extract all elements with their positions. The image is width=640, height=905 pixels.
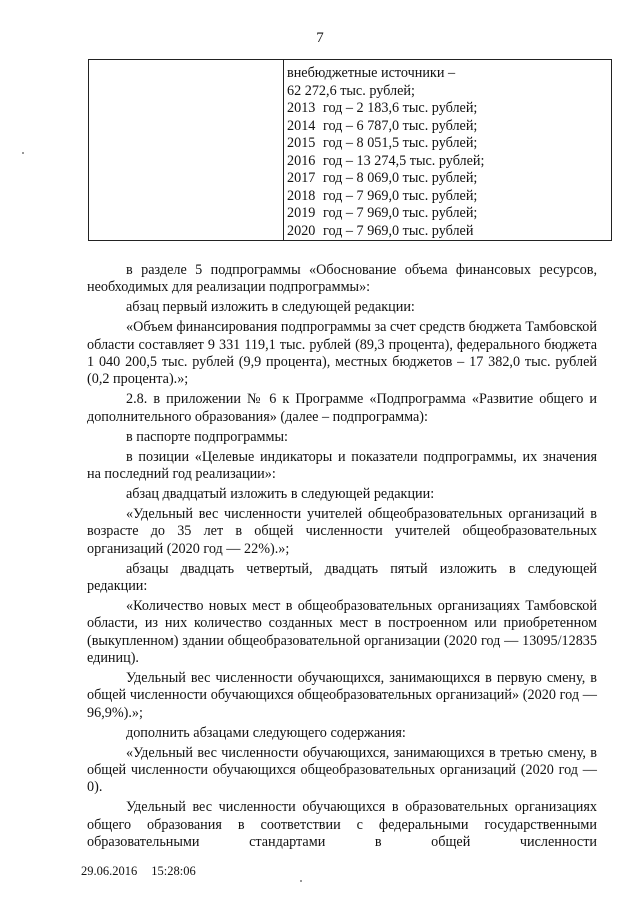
year-amount: год – 7 969,0 тыс. рублей (323, 222, 474, 239)
table-column-divider (283, 60, 284, 240)
table-year-row (287, 170, 605, 188)
page-number: 7 (316, 30, 324, 46)
year-amount: год – 6 787,0 тыс. рублей; (323, 117, 478, 134)
year-amount: год – 7 969,0 тыс. рублей; (323, 205, 478, 221)
paragraph: 2.8. в приложении № 6 к Программе «Подпрограмма «Развитие общего и дополнительного образования» (далее – подпрограмма): (87, 391, 597, 425)
print-timestamp (81, 864, 196, 879)
year: 2019 (287, 205, 316, 221)
table-year-row (287, 153, 605, 171)
year: 2015 (287, 135, 316, 151)
paragraph: в паспорте подпрограммы: (126, 428, 288, 445)
paragraph: в разделе 5 подпрограммы «Обоснование объема финансовых ресурсов, необходимых для реализации подпрограммы»: (87, 262, 597, 296)
year: 2016 (287, 152, 316, 169)
paragraph: в позиции «Целевые индикаторы и показатели подпрограммы, их значения на последний год реализации»: (87, 448, 597, 482)
scan-speck (22, 152, 24, 154)
paragraph: «Удельный вес численности учителей общеобразовательных организаций в возрасте до 35 лет в общей численности учителей общеобразовательных организаций (2020 год — 22%).»; (87, 505, 597, 557)
print-time: 15:28:06 (151, 864, 196, 878)
table-intro-line: 62 272,6 тыс. рублей; (287, 82, 415, 99)
table-year-row (287, 188, 605, 206)
paragraph: дополнить абзацами следующего содержания: (126, 724, 406, 741)
year-amount: год – 2 183,6 тыс. рублей; (323, 100, 478, 116)
table-funding-cell (287, 65, 605, 240)
year: 2018 (287, 187, 316, 204)
print-date: 29.06.2016 (81, 864, 138, 878)
paragraph: абзацы двадцать четвертый, двадцать пятый изложить в следующей редакции: (87, 560, 597, 594)
year: 2014 (287, 117, 316, 134)
table-intro-line: внебюджетные источники – (287, 65, 456, 81)
table-year-row (287, 135, 605, 153)
paragraph: Удельный вес численности обучающихся, занимающихся в первую смену, в общей численности обучающихся общеобразовательных организаций» (2020 год — 96,9%).»; (87, 669, 597, 721)
budget-table (88, 59, 612, 241)
paragraph: Удельный вес численности обучающихся в образовательных организациях общего образования в соответствии с федеральными государственными образовательными стандартами в общей численности (87, 799, 597, 851)
table-year-row (287, 118, 605, 136)
paragraph: «Объем финансирования подпрограммы за счет средств бюджета Тамбовской области составляет 9 331 119,1 тыс. рублей (89,3 процента), федерального бюджета 1 040 200,5 тыс. рублей (9,9 процента), местных бюджетов – 17 382,0 тыс. рублей (0,2 процента).»; (87, 319, 597, 388)
year-amount: год – 8 051,5 тыс. рублей; (323, 135, 478, 151)
scan-speck (300, 880, 302, 882)
paragraph: абзац первый изложить в следующей редакции: (126, 299, 415, 316)
document-body (87, 262, 597, 854)
year: 2017 (287, 170, 316, 186)
table-year-row (287, 205, 605, 223)
paragraph: абзац двадцатый изложить в следующей редакции: (126, 485, 435, 502)
year-amount: год – 13 274,5 тыс. рублей; (323, 152, 485, 169)
table-year-row (287, 100, 605, 118)
year: 2013 (287, 100, 316, 116)
paragraph: «Количество новых мест в общеобразовательных организациях Тамбовской области, из них количество созданных мест в построенном или приобретенном (выкупленном) здании общеобразовательной организации (2020 год — 13095/12835 единиц). (87, 597, 597, 667)
table-year-row (287, 223, 605, 241)
year-amount: год – 8 069,0 тыс. рублей; (323, 170, 478, 186)
year-amount: год – 7 969,0 тыс. рублей; (323, 187, 478, 204)
year: 2020 (287, 222, 316, 239)
paragraph: «Удельный вес численности обучающихся, занимающихся в третью смену, в общей численности обучающихся общеобразовательных организаций (2020 год — 0). (87, 744, 597, 796)
